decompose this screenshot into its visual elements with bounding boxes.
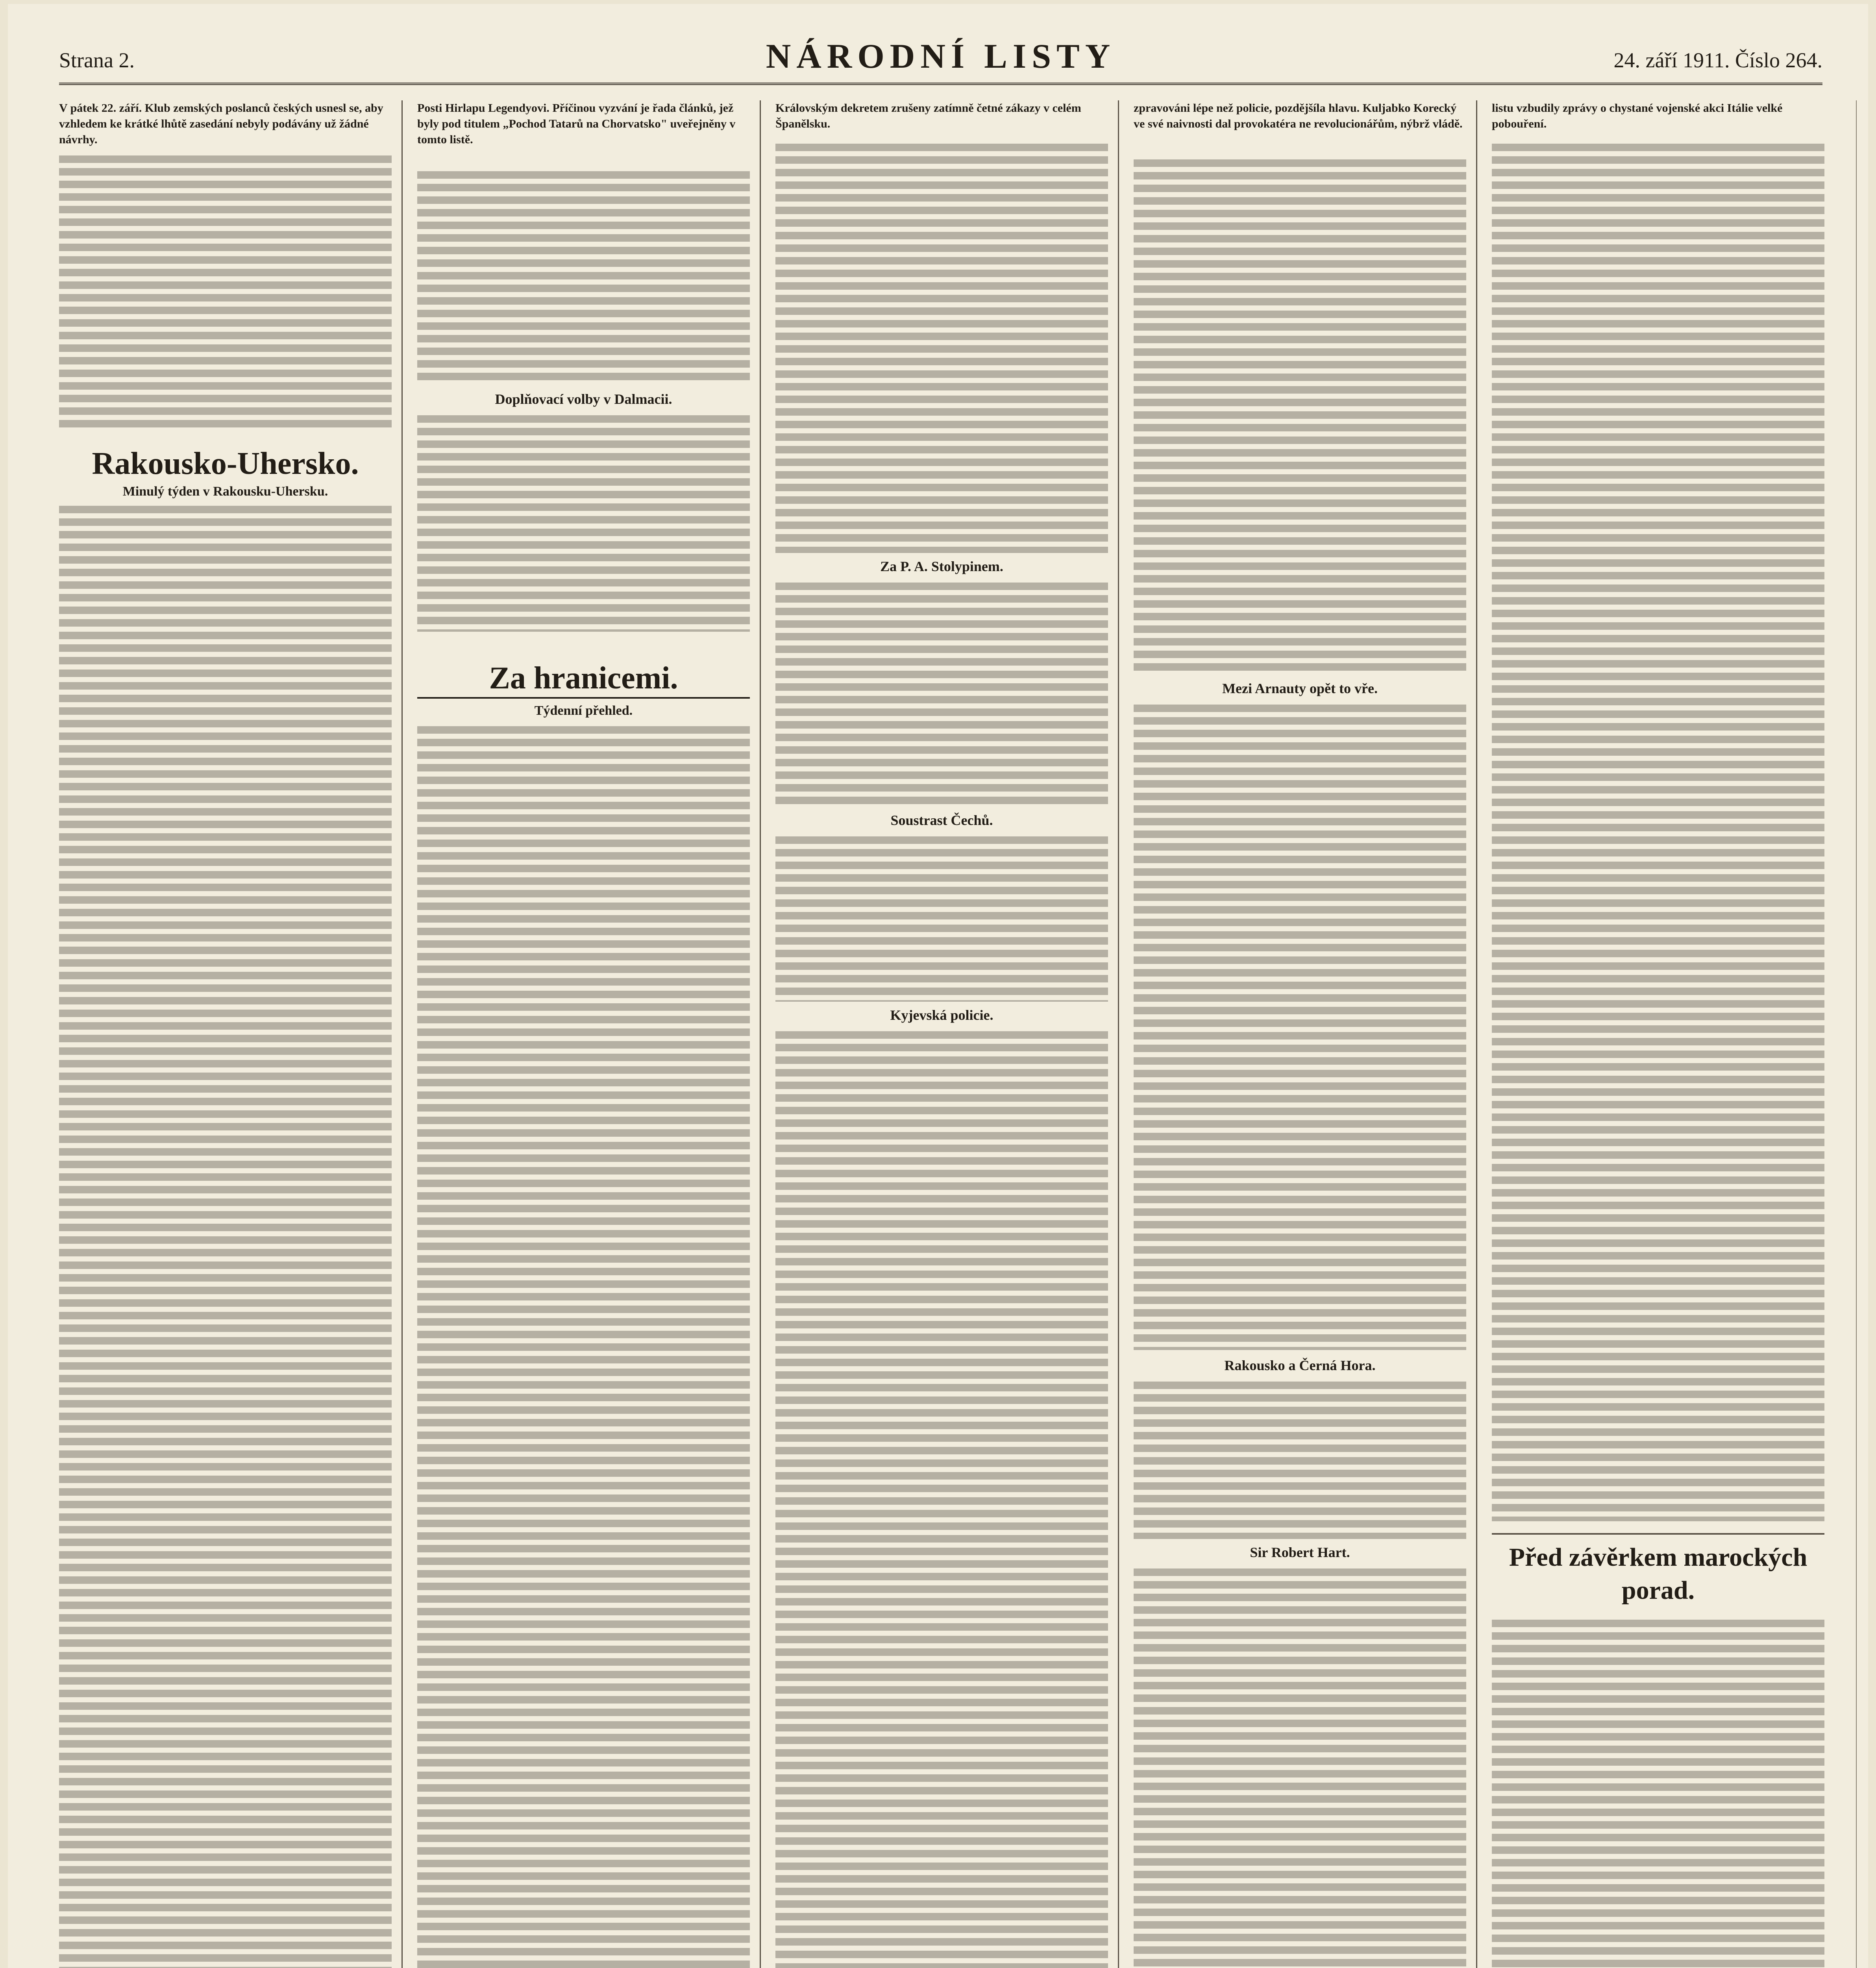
- illegible-text-block: [1492, 1620, 1824, 1968]
- section-separator: [1492, 1533, 1824, 1535]
- column-4: [1134, 100, 1466, 1968]
- illegible-text-block: [1492, 144, 1824, 1521]
- column-lead-text: listu vzbudily zprávy o chystané vojenské akci Itálie velké pobouření.: [1492, 102, 1783, 130]
- section-heading-maroko: Před závěrkem marockých porad.: [1509, 1543, 1808, 1605]
- column-lead-text: V pátek 22. září. Klub zemských poslanců českých usnesl se, aby vzhledem ke krátké lhůtě zasedání nebyly podávány už žádné návrhy.: [59, 102, 383, 146]
- column-rule: [1118, 100, 1119, 1968]
- column-rule: [1476, 100, 1477, 1968]
- column-3: [775, 100, 1108, 1968]
- section-subheading-tyden: Týdenní přehled.: [534, 703, 633, 718]
- masthead: [59, 24, 1822, 85]
- column-1: [59, 100, 392, 1968]
- illegible-text-block: [775, 144, 1108, 553]
- illegible-text-block: [417, 726, 750, 1968]
- section-heading-arnaut: Mezi Arnauty opět to vře.: [1222, 681, 1378, 696]
- section-heading-hranicemi: Za hranicemi.: [417, 659, 750, 699]
- section-subheading-tyden: Minulý týden v Rakousku-Uhersku.: [122, 484, 328, 499]
- illegible-text-block: [1134, 1382, 1466, 1539]
- column-lead-text: zpravováni lépe než policie, pozdějšíla hlavu. Kuljabko Korecký ve své naivnosti dal provokatéra ne revolucionářům, nýbrž vládě.: [1134, 102, 1463, 130]
- column-lead-text: Posti Hirlapu Legendyovi. Příčinou vyzvání je řada článků, jež byly pod titulem „Pochod Tatarů na Chorvatsko" uveřejněny v tomto listě.: [417, 102, 736, 146]
- column-lead-text: Královským dekretem zrušeny zatímně četné zákazy v celém Španělsku.: [775, 102, 1081, 130]
- section-heading-cerna-hora: Rakousko a Černá Hora.: [1224, 1358, 1376, 1373]
- illegible-text-block: [59, 155, 392, 431]
- illegible-text-block: [1134, 159, 1466, 671]
- illegible-text-block: [775, 583, 1108, 807]
- section-heading-hart: Sir Robert Hart.: [1250, 1544, 1350, 1560]
- column-5: [1492, 100, 1824, 1968]
- illegible-text-block: [417, 171, 750, 384]
- newspaper-page: [8, 4, 1868, 1968]
- illegible-text-block: [775, 836, 1108, 1002]
- section-heading-rakousko: Rakousko-Uhersko.: [92, 446, 359, 481]
- page-number: Strana 2.: [59, 48, 135, 72]
- illegible-text-block: [775, 1031, 1108, 1968]
- illegible-text-block: [59, 506, 392, 1968]
- page-edge-rule: [1856, 100, 1857, 1968]
- section-heading-soustrast: Soustrast Čechů.: [890, 812, 993, 828]
- illegible-text-block: [1134, 1568, 1466, 1968]
- section-heading-kyjevska: Kyjevská policie.: [890, 1007, 994, 1023]
- column-2: [417, 100, 750, 1968]
- section-heading-stolypin: Za P. A. Stolypinem.: [880, 559, 1003, 574]
- newspaper-title: NÁRODNÍ LISTY: [766, 37, 1116, 76]
- illegible-text-block: [417, 415, 750, 632]
- illegible-text-block: [1134, 705, 1466, 1350]
- column-rule: [401, 100, 403, 1968]
- column-rule: [760, 100, 761, 1968]
- section-heading-dalmacie: Doplňovací volby v Dalmacii.: [495, 391, 672, 407]
- issue-date-number: 24. září 1911. Číslo 264.: [1613, 48, 1822, 72]
